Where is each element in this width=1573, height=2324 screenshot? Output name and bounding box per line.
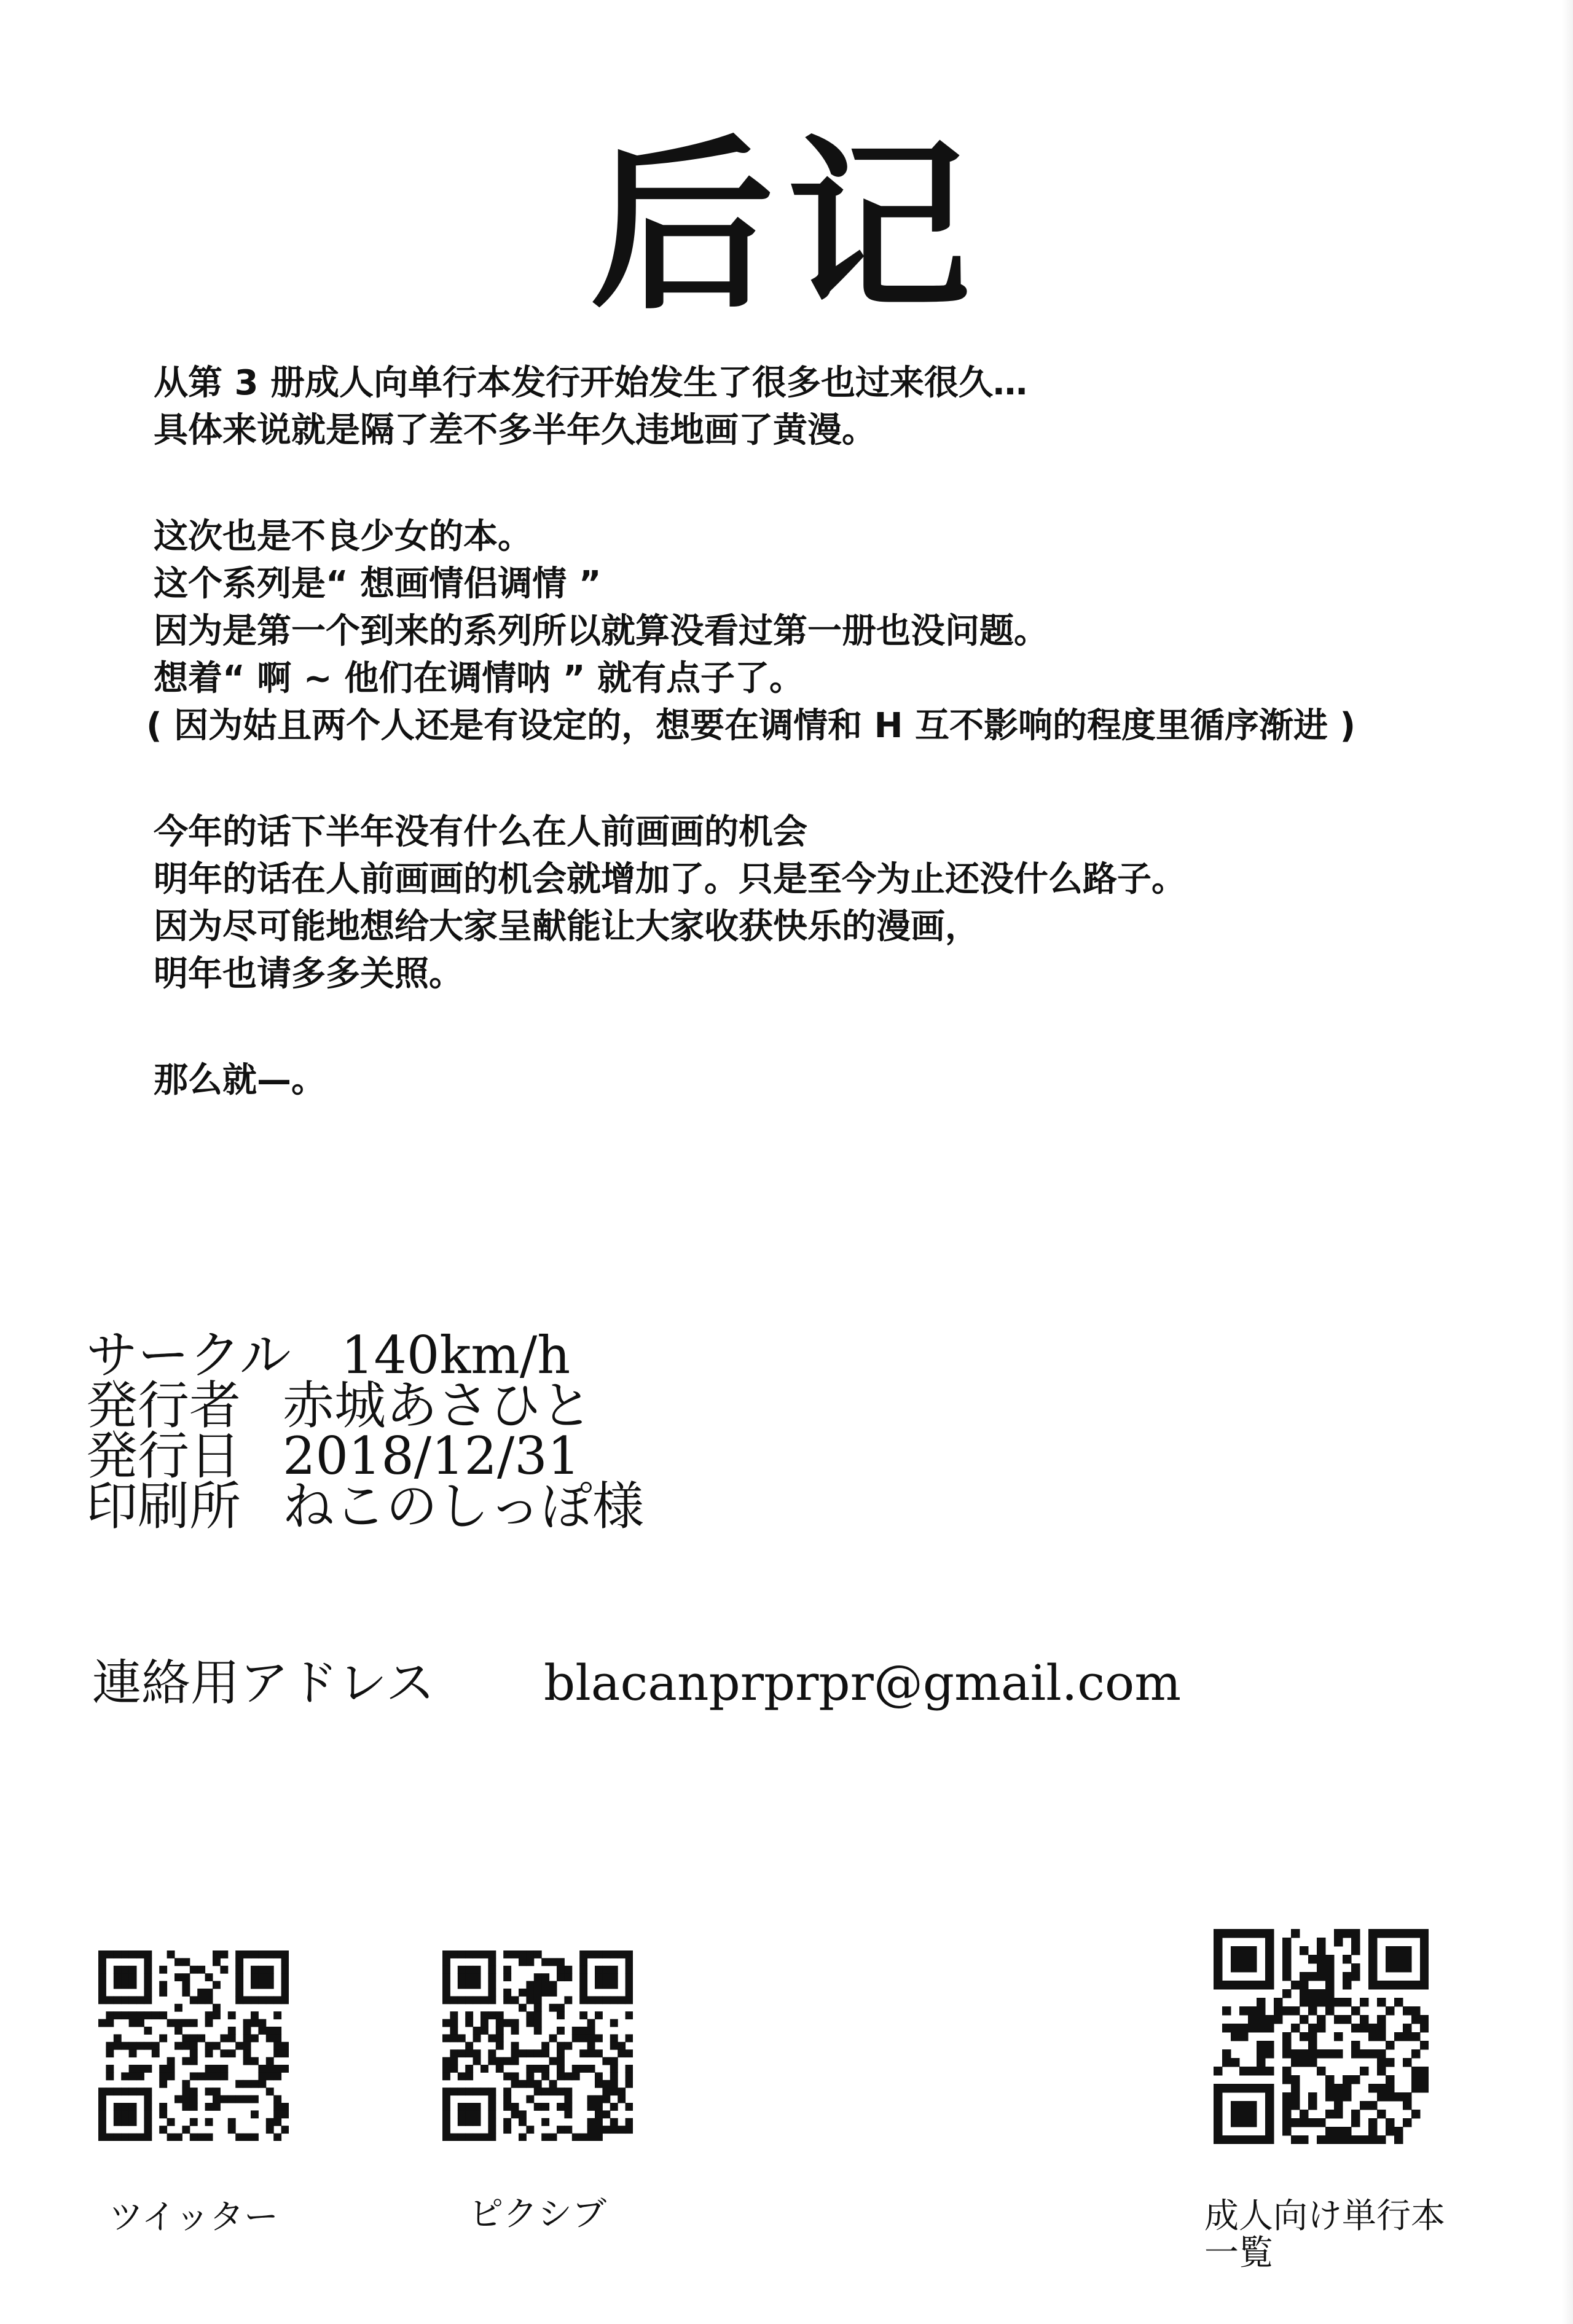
text-line: 明年也请多多关照。 [154,954,463,994]
qr-pixiv-caption: ピクシブ [469,2194,606,2234]
text-line: 想着“ 啊 ~ 他们在调情呐 ” 就有点子了。 [154,659,804,698]
text-line: 这个系列是“ 想画情侣调情 ” [154,564,602,604]
colophon [86,1325,645,1536]
colophon-row-circle [86,1325,644,1385]
text-line: 那么就—。 [154,1060,326,1100]
paragraph-2 [146,513,1536,749]
colophon-row-publisher [86,1375,644,1436]
text-line: 从第 3 册成人向单行本发行开始发生了很多也过来很久… [154,363,1027,403]
colophon-row-printer [86,1476,645,1536]
text-line: 因为是第一个到来的系列所以就算没看过第一册也没问题。 [154,611,1048,651]
text-line: 明年的话在人前画画的机会就增加了。只是至今为止还没什么路子。 [154,859,1186,899]
contact-label: 連絡用アドレス [92,1654,435,1712]
page-title: 后记 [590,120,983,334]
colophon-row-date [86,1426,644,1486]
paragraph-1 [154,359,1536,454]
paragraph-3 [154,808,1536,998]
qr-code-icon [98,1950,289,2141]
date-label: 発行日 [86,1426,241,1486]
qr-twitter-caption: ツイッター [108,2197,279,2237]
circle-label: サークル [86,1325,291,1385]
publisher-value: 赤城あさひと [283,1375,593,1436]
qr-books-caption: 成人向け単行本 一覧 [1204,2196,1445,2273]
text-line: 今年的话下半年没有什么在人前画画的机会 [154,812,807,852]
publisher-label: 発行者 [86,1375,241,1436]
qr-code-icon [442,1950,633,2141]
circle-value: 140km/h [341,1325,571,1385]
contact-line [92,1653,1181,1714]
qr-pixiv[interactable] [442,1950,633,2141]
qr-code-icon [1214,1929,1429,2144]
date-value: 2018/12/31 [283,1426,581,1486]
printer-value: ねこのしっぽ様 [283,1476,645,1536]
printer-label: 印刷所 [86,1476,241,1536]
text-line: 这次也是不良少女的本。 [154,517,532,557]
text-line: 具体来说就是隔了差不多半年久违地画了黄漫。 [154,410,876,450]
text-line: ( 因为姑且两个人还是有设定的，想要在调情和 H 互不影响的程度里循序渐进 ) [146,706,1356,746]
paragraph-4 [154,1057,1536,1104]
text-line: 因为尽可能地想给大家呈献能让大家收获快乐的漫画， [154,907,979,947]
qr-books[interactable] [1214,1929,1429,2144]
qr-twitter[interactable] [98,1950,289,2141]
contact-email[interactable]: blacanprprpr@gmail.com [544,1654,1182,1712]
page-edge-shadow [1562,0,1573,2324]
afterword-body [146,359,1536,1163]
